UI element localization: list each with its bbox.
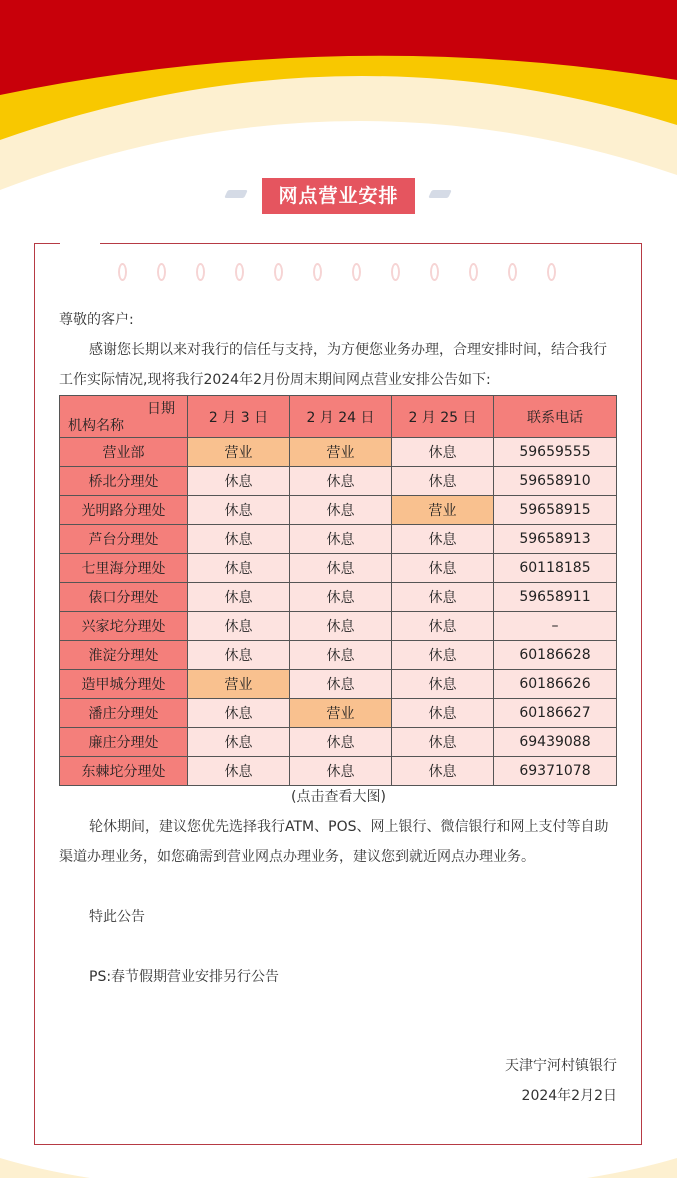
status-cell: 休息: [188, 554, 290, 583]
corner-header: [60, 396, 188, 438]
status-cell: 休息: [392, 467, 494, 496]
ring-icon: [469, 263, 478, 281]
status-cell: 休息: [188, 525, 290, 554]
branch-name-cell: 兴家坨分理处: [60, 612, 188, 641]
table-row: [60, 641, 617, 670]
status-cell: 休息: [392, 525, 494, 554]
column-header: 2 月 3 日: [188, 396, 290, 438]
status-cell: 休息: [392, 554, 494, 583]
branch-name-cell: 营业部: [60, 438, 188, 467]
ps-line: PS:春节假期营业安排另行公告: [89, 969, 280, 985]
bank-signature: 天津宁河村镇银行: [505, 1058, 617, 1074]
phone-cell: 60186627: [494, 699, 617, 728]
ring-icon: [508, 263, 517, 281]
ring-icon: [313, 263, 322, 281]
ring-icon: [118, 263, 127, 281]
ring-icon: [430, 263, 439, 281]
left-ribbon-decoration: [224, 190, 248, 198]
table-header-row: [60, 396, 617, 438]
footer-decoration: [0, 1150, 677, 1178]
phone-cell: 60118185: [494, 554, 617, 583]
column-header: 2 月 24 日: [290, 396, 392, 438]
column-header: 联系电话: [494, 396, 617, 438]
branch-name-cell: 东棘坨分理处: [60, 757, 188, 786]
status-cell: 休息: [392, 583, 494, 612]
table-row: [60, 554, 617, 583]
phone-cell: 59658913: [494, 525, 617, 554]
phone-cell: –: [494, 612, 617, 641]
ring-icon: [196, 263, 205, 281]
table-row: [60, 728, 617, 757]
branch-name-cell: 桥北分理处: [60, 467, 188, 496]
schedule-table[interactable]: [59, 395, 617, 786]
branch-name-cell: 俵口分理处: [60, 583, 188, 612]
phone-cell: 59658911: [494, 583, 617, 612]
table-row: [60, 467, 617, 496]
right-ribbon-decoration: [428, 190, 452, 198]
status-cell: 休息: [188, 583, 290, 612]
frame-gap: [60, 240, 100, 246]
status-cell: 休息: [392, 612, 494, 641]
branch-name-cell: 廉庄分理处: [60, 728, 188, 757]
status-cell: 休息: [290, 525, 392, 554]
table-body: [60, 438, 617, 786]
corner-date-label: 日期: [147, 401, 175, 417]
table-row: [60, 699, 617, 728]
table-row: [60, 612, 617, 641]
ring-icon: [547, 263, 556, 281]
status-cell: 休息: [290, 641, 392, 670]
status-cell: 休息: [392, 670, 494, 699]
closing-line: 特此公告: [89, 909, 145, 925]
status-cell: 休息: [290, 757, 392, 786]
table-row: [60, 438, 617, 467]
status-cell: 休息: [392, 641, 494, 670]
status-cell: 营业: [188, 438, 290, 467]
title-area: [0, 178, 677, 214]
status-cell: 休息: [290, 496, 392, 525]
status-cell: 休息: [290, 670, 392, 699]
advice-paragraph: 轮休期间，建议您优先选择我行ATM、POS、网上银行、微信银行和网上支付等自助渠道办理业务，如您确需到营业网点办理业务，建议您到就近网点办理业务。: [59, 819, 609, 865]
status-cell: 休息: [290, 467, 392, 496]
table-row: [60, 757, 617, 786]
status-cell: 营业: [392, 496, 494, 525]
status-cell: 休息: [188, 728, 290, 757]
table-row: [60, 525, 617, 554]
column-header: 2 月 25 日: [392, 396, 494, 438]
phone-cell: 60186626: [494, 670, 617, 699]
ring-icon: [352, 263, 361, 281]
status-cell: 休息: [188, 612, 290, 641]
status-cell: 休息: [392, 757, 494, 786]
phone-cell: 59658910: [494, 467, 617, 496]
phone-cell: 59659555: [494, 438, 617, 467]
status-cell: 休息: [188, 467, 290, 496]
status-cell: 休息: [290, 612, 392, 641]
status-cell: 营业: [290, 699, 392, 728]
branch-name-cell: 光明路分理处: [60, 496, 188, 525]
phone-cell: 60186628: [494, 641, 617, 670]
table-row: [60, 670, 617, 699]
binder-rings-decoration: [104, 263, 574, 285]
status-cell: 休息: [188, 641, 290, 670]
corner-org-label: 机构名称: [68, 418, 124, 434]
status-cell: 休息: [392, 699, 494, 728]
ring-icon: [157, 263, 166, 281]
intro-paragraph: 感谢您长期以来对我行的信任与支持，为方便您业务办理，合理安排时间，结合我行工作实际情况,现将我行2024年2月份周末期间网点营业安排公告如下:: [59, 342, 607, 388]
greeting: 尊敬的客户:: [59, 312, 134, 328]
status-cell: 休息: [290, 583, 392, 612]
phone-cell: 59658915: [494, 496, 617, 525]
page-title: 网点营业安排: [262, 178, 415, 214]
phone-cell: 69439088: [494, 728, 617, 757]
branch-name-cell: 芦台分理处: [60, 525, 188, 554]
view-larger-caption[interactable]: (点击查看大图): [291, 789, 386, 805]
status-cell: 休息: [290, 554, 392, 583]
branch-name-cell: 造甲城分理处: [60, 670, 188, 699]
ring-icon: [274, 263, 283, 281]
status-cell: 休息: [188, 757, 290, 786]
branch-name-cell: 淮淀分理处: [60, 641, 188, 670]
status-cell: 营业: [290, 438, 392, 467]
phone-cell: 69371078: [494, 757, 617, 786]
branch-name-cell: 潘庄分理处: [60, 699, 188, 728]
status-cell: 休息: [188, 496, 290, 525]
status-cell: 营业: [188, 670, 290, 699]
status-cell: 休息: [392, 728, 494, 757]
branch-name-cell: 七里海分理处: [60, 554, 188, 583]
ring-icon: [235, 263, 244, 281]
status-cell: 休息: [290, 728, 392, 757]
table-row: [60, 496, 617, 525]
status-cell: 休息: [188, 699, 290, 728]
notice-date: 2024年2月2日: [521, 1088, 617, 1104]
table-row: [60, 583, 617, 612]
ring-icon: [391, 263, 400, 281]
status-cell: 休息: [392, 438, 494, 467]
